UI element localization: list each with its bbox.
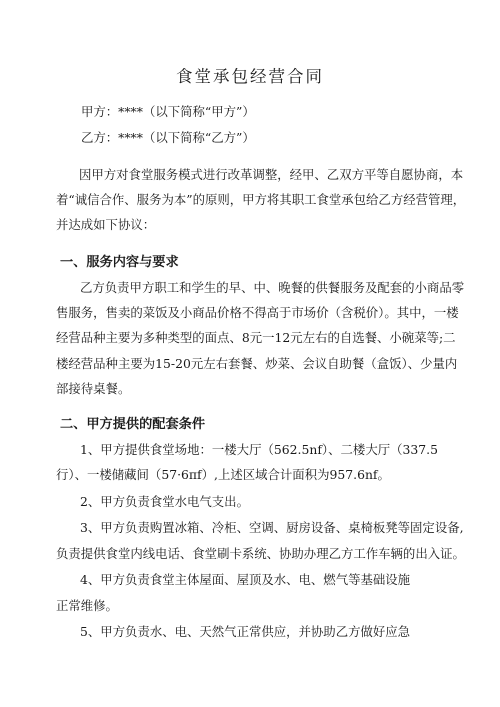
intro-line-3: 并达成如下协议： (56, 217, 156, 232)
section-1-line-5: 部接待桌餐。 (56, 381, 131, 396)
intro-line-1: 因甲方对食堂服务模式进行改革调整，经甲、乙双方平等自愿协商，本 (79, 167, 464, 182)
item-4-line-1: 4、甲方负责食堂主体屋面、屋顶及水、电、燃气等基础设施 (80, 572, 411, 587)
item-5-line-1: 5、甲方负责水、电、天然气正常供应，并协助乙方做好应急 (80, 624, 411, 639)
section-1-line-3: 经营品种主要为多种类型的面点、8元一12元左右的自选餐、小碗菜等;二 (56, 330, 456, 345)
section-2-heading: 二、甲方提供的配套条件 (60, 417, 206, 432)
contract-title: 食堂承包经营合同 (176, 67, 324, 86)
item-2-line-1: 2、甲方负责食堂水电气支出。 (80, 494, 249, 509)
item-1-line-2: 行）、一楼储藏间（57·6πf）,上述区域合计面积为957.6nf。 (56, 467, 390, 482)
section-1-line-4: 楼经营品种主要为15-20元左右套餐、炒菜、会议自助餐（盒饭）、少量内 (56, 356, 458, 371)
party-a-line: 甲方：****（以下简称“甲方”） (81, 104, 255, 119)
section-1-heading: 一、服务内容与要求 (60, 255, 179, 270)
item-3-line-1: 3、甲方负责购置冰箱、冷柜、空调、厨房设备、桌椅板凳等固定设备, (80, 520, 464, 535)
item-4-line-2: 正常维修。 (56, 598, 118, 613)
intro-line-2: 着“诚信合作、服务为本”的原则，甲方将其职工食堂承包给乙方经营管理， (56, 192, 466, 207)
party-b-line: 乙方：****（以下简称“乙方”） (81, 130, 255, 145)
item-3-line-2: 负责提供食堂内线电话、食堂刷卡系统、协助办理乙方工作车辆的出入证。 (56, 546, 465, 561)
section-1-line-1: 乙方负责甲方职工和学生的早、中、晚餐的供餐服务及配套的小商品零 (80, 280, 465, 295)
section-1-line-2: 售服务，售卖的菜饭及小商品价格不得高于市场价（含税价）。其中，一楼 (56, 305, 459, 320)
item-1-line-1: 1、甲方提供食堂场地：一楼大厅（562.5nf）、二楼大厅（337.5 (80, 442, 438, 457)
